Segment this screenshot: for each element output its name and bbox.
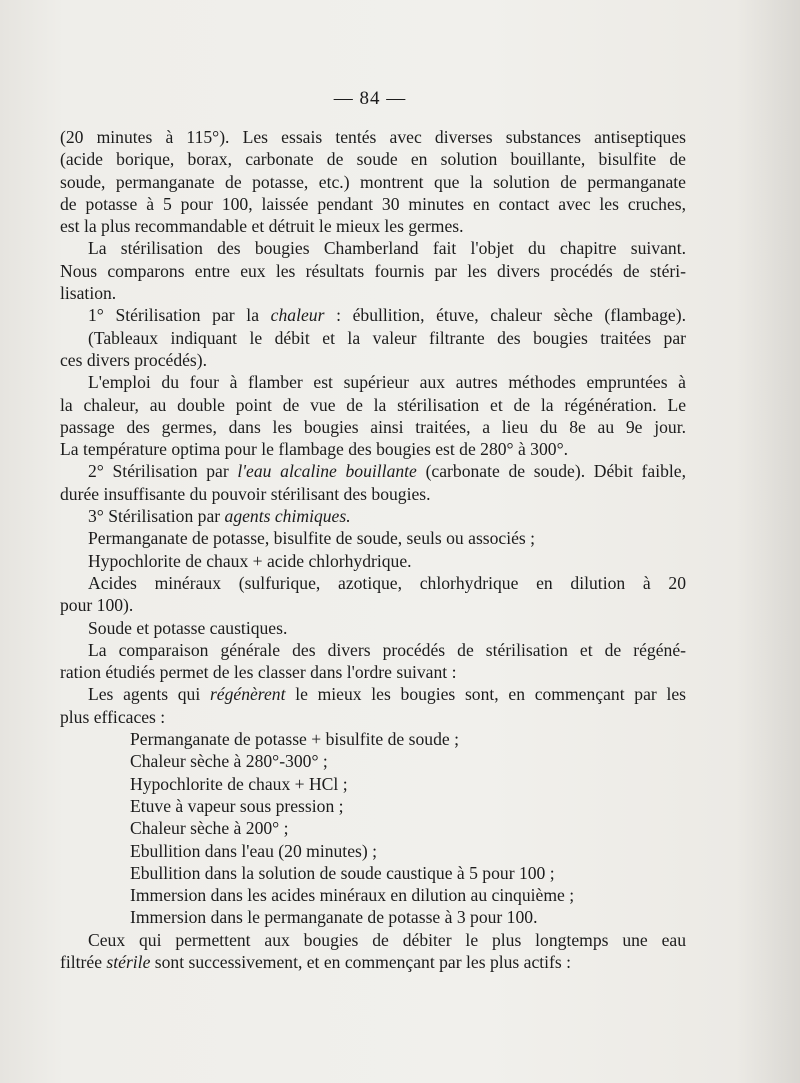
text-line: lisation.: [60, 283, 117, 304]
text-line: soude, permanganate de potasse, etc.) montrent que la solution de permanganate: [60, 171, 686, 192]
ranked-list: [60, 728, 686, 929]
list-item: Etuve à vapeur sous pression ;: [130, 795, 344, 816]
body-text: [60, 126, 686, 973]
text-line: Nous comparons entre eux les résultats fournis par les divers procédés de stéri-: [60, 260, 686, 281]
italic-term: stérile: [106, 951, 151, 972]
text-line: de potasse à 5 pour 100, laissée pendant 30 minutes en contact avec les cruches,: [60, 193, 686, 214]
list-item: Chaleur sèche à 200° ;: [130, 818, 289, 839]
text-line: L'emploi du four à flamber est supérieur aux autres méthodes empruntées à: [88, 372, 686, 393]
text-line: (Tableaux indiquant le débit et la valeur filtrante des bougies traitées par: [88, 327, 686, 348]
text-line: ces divers procédés).: [60, 349, 208, 370]
text-line: pour 100).: [60, 595, 134, 616]
text-line: La température optima pour le flambage des bougies est de 280° à 300°.: [60, 439, 569, 460]
text-line: La stérilisation des bougies Chamberland fait l'objet du chapitre suivant.: [88, 238, 686, 259]
list-item: Chaleur sèche à 280°-300° ;: [130, 751, 328, 772]
list-item: Ebullition dans l'eau (20 minutes) ;: [130, 840, 377, 861]
text-line: Les agents qui régénèrent le mieux les bougies sont, en commençant par les: [88, 684, 686, 705]
text-line: filtrée stérile sont successivement, et en commençant par les plus actifs :: [60, 951, 572, 972]
text-line: Ceux qui permettent aux bougies de débiter le plus longtemps une eau: [88, 929, 686, 950]
list-item: Immersion dans les acides minéraux en dilution au cinquième ;: [130, 885, 575, 906]
list-item: Ebullition dans la solution de soude caustique à 5 pour 100 ;: [130, 862, 555, 883]
text-line: 2° Stérilisation par l'eau alcaline bouillante (carbonate de soude). Débit faible,: [88, 461, 687, 482]
text-line: ration étudiés permet de les classer dans l'ordre suivant :: [60, 662, 457, 683]
text-line: passage des germes, dans les bougies ainsi traitées, a lieu du 8e au 9e jour.: [60, 416, 686, 437]
text-line: durée insuffisante du pouvoir stérilisant des bougies.: [60, 483, 431, 504]
italic-term: agents chimiques.: [224, 506, 351, 527]
list-item: Immersion dans le permanganate de potasse à 3 pour 100.: [130, 907, 538, 928]
page-number: — 84 —: [333, 88, 407, 109]
text-line: 3° Stérilisation par agents chimiques.: [88, 506, 351, 527]
text-line: (acide borique, borax, carbonate de soude en solution bouillante, bisulfite de: [60, 149, 686, 170]
text-line: est la plus recommandable et détruit le mieux les germes.: [60, 216, 464, 237]
text-line: (20 minutes à 115°). Les essais tentés avec diverses substances antiseptiques: [60, 127, 686, 147]
text-line: La comparaison générale des divers procédés de stérilisation et de régéné-: [88, 639, 686, 660]
list-item: Hypochlorite de chaux + HCl ;: [130, 773, 348, 794]
text-line: Permanganate de potasse, bisulfite de soude, seuls ou associés ;: [88, 528, 536, 549]
text-line: Acides minéraux (sulfurique, azotique, chlorhydrique en dilution à 20: [88, 572, 686, 593]
italic-term: chaleur: [270, 305, 325, 326]
text-line: plus efficaces :: [60, 706, 166, 727]
text-line: Hypochlorite de chaux + acide chlorhydrique.: [88, 550, 412, 571]
text-line: la chaleur, au double point de vue de la stérilisation et de la régénération. Le: [60, 394, 686, 415]
list-item: Permanganate de potasse + bisulfite de soude ;: [130, 729, 459, 750]
text-line: Soude et potasse caustiques.: [88, 617, 288, 638]
italic-term: régénèrent: [209, 684, 286, 705]
text-line: 1° Stérilisation par la chaleur : ébullition, étuve, chaleur sèche (flambage).: [88, 305, 686, 326]
italic-term: l'eau alcaline bouillante: [237, 461, 417, 482]
